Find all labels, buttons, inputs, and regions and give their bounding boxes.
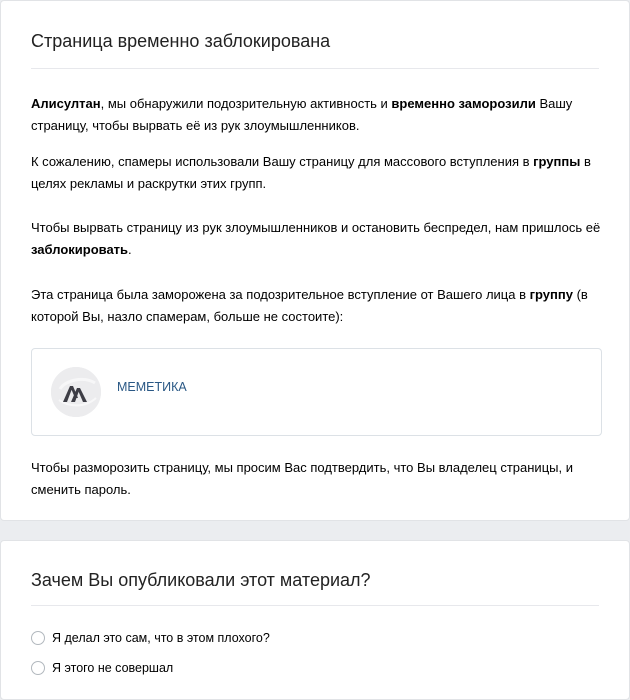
option-label: Я делал это сам, что в этом плохого? (52, 631, 270, 645)
paragraph-frozen-group: Эта страница была заморожена за подозрительное вступление от Вашего лица в группу (в которой Вы, назло спамерам, больше не состоите): (31, 287, 588, 324)
radio-button[interactable] (31, 661, 45, 675)
group-logo-icon (51, 367, 101, 417)
option-did-not-do[interactable] (31, 658, 173, 678)
paragraph-unfreeze-instructions: Чтобы разморозить страницу, мы просим Вас подтвердить, что Вы владелец страницы, и сменить пароль. (31, 460, 573, 497)
radio-button[interactable] (31, 631, 45, 645)
question-card (0, 540, 630, 700)
paragraph-blocked-reason: Чтобы вырвать страницу из рук злоумышленников и остановить беспредел, нам пришлось её заблокировать. (31, 220, 601, 257)
paragraph-spam-usage: К сожалению, спамеры использовали Вашу страницу для массового вступления в группы в целях рекламы и раскрутки этих групп. (31, 154, 591, 191)
page-title: Страница временно заблокирована (31, 31, 331, 51)
option-did-it-myself[interactable] (31, 628, 270, 648)
title-divider (31, 68, 599, 69)
group-name-link[interactable]: МЕМЕТИКА (117, 380, 187, 394)
question-title: Зачем Вы опубликовали этот материал? (31, 570, 371, 590)
paragraph-detected-activity: Алисултан, мы обнаружили подозрительную активность и временно заморозили Вашу страницу, чтобы вырвать её из рук злоумышленников. (31, 96, 573, 133)
option-label: Я этого не совершал (52, 661, 174, 675)
question-divider (31, 605, 599, 606)
group-avatar[interactable] (51, 367, 101, 417)
group-card[interactable] (31, 348, 602, 436)
user-name: Алисултан (31, 96, 101, 111)
